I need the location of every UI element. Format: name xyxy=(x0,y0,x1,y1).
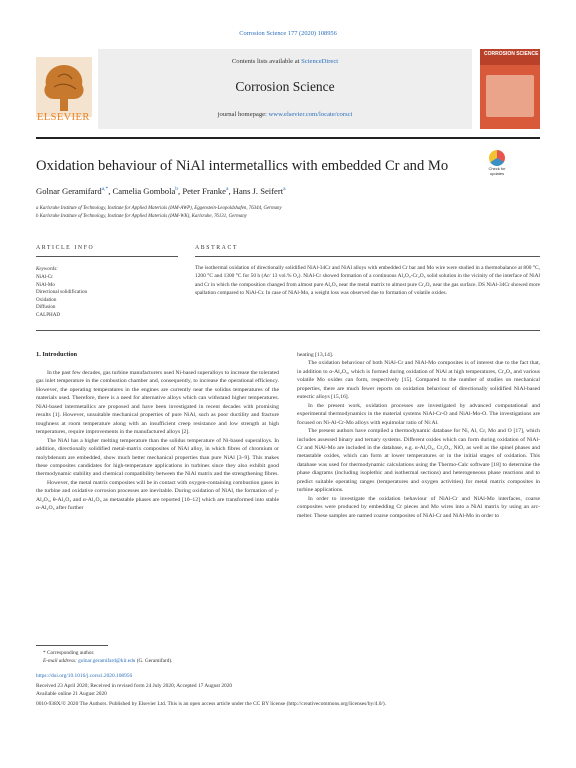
keyword: NiAl-Cr xyxy=(36,274,53,280)
masthead-box xyxy=(98,49,472,129)
crossmark-icon xyxy=(489,150,505,166)
email-link[interactable]: golnar.geramifard@kit.edu xyxy=(78,658,136,664)
cover-image xyxy=(486,75,534,117)
affiliation: a Karlsruhe Institute of Technology, Institute for Applied Materials (IAM-AWP), Eggenstein-Leopoldshafen, 76344, Germany xyxy=(36,206,282,211)
paragraph: The present authors have compiled a thermodynamic database for Ni, Al, Cr, Mo and O [17], which includes assessed binary and ternary systems. Different oxides which can form during oxidation of NiAl-Cr and NiAl-Mo are included in the database, e.g. α-Al₂O₃, Cr₂O₃, NiO, as well as the spinel phases and metastable oxides, which can form at lower temperatures or in the initial stages of oxidation. This database was used for thermodynamic calculations using the Thermo-Calc software [18] to determine the phase diagrams (including isoplethic and isothermal sections) and heterogeneous phase reactions and to predict suitable operating ranges (temperatures and oxygen activities) for metal matrix composites in turbine applications. xyxy=(297,428,540,494)
corresponding-author-note: * Corresponding author. xyxy=(43,650,95,656)
journal-homepage: journal homepage: www.elsevier.com/locate/corsci xyxy=(217,111,353,118)
paragraph: heating [13,14]. xyxy=(297,352,334,358)
available-online: Available online 21 August 2020 xyxy=(36,691,107,697)
journal-title: Corrosion Science xyxy=(235,79,335,94)
left-column xyxy=(36,369,279,513)
right-column xyxy=(297,351,540,520)
paragraph: The NiAl has a higher melting temperature than the solidus temperature of Ni-based superalloys. In addition, directionally solidified metal-matrix composites of NiAl alloy, in which fibres of chromium or molybdenum are embedded, show much better mechanical properties than pure NiAl [3–9]. This makes these composites candidates for high-temperature applications in turbines since they also exhibit good thermodynamic stability and chemical compatibility between the NiAl matrix and the strengthening fibres. xyxy=(36,437,279,478)
received-dates: Received 23 April 2020; Received in revised form 24 July 2020; Accepted 17 August 2020 xyxy=(36,683,233,689)
sciencedirect-link[interactable]: ScienceDirect xyxy=(301,58,339,65)
publisher-name: ELSEVIER xyxy=(37,112,90,123)
divider xyxy=(36,330,540,331)
journal-cover xyxy=(480,49,540,129)
crossmark-badge[interactable] xyxy=(486,150,508,180)
author-superscript[interactable]: a xyxy=(283,186,286,193)
keyword: Directional solidification xyxy=(36,289,88,296)
header-rule xyxy=(36,137,540,139)
author-name[interactable]: Peter Franke xyxy=(182,186,226,196)
paragraph: However, the metal matrix composites will be in contact with oxygen-containing combustion gases in the turbine and oxidative corrosion processes are inevitable. During oxidation of NiAl, the formation of γ-Al₂O₃, θ-Al₂O₃ and α-Al₂O₃ as metastable phases are reported [10–12] which are transformed into stable α-Al₂O₃ after further xyxy=(36,479,279,512)
author-superscript[interactable]: b xyxy=(175,186,179,193)
article-title: Oxidation behaviour of NiAl intermetallics with embedded Cr and Mo xyxy=(36,158,449,174)
affiliation: b Karlsruhe Institute of Technology, Institute for Applied Materials (IAM-WK), Karlsruhe, 76131, Germany xyxy=(36,214,247,219)
paragraph: The oxidation behaviour of both NiAl-Cr and NiAl-Mo composites is of interest due to the fact that, in addition to α-Al₂O₃, which is formed during oxidation of NiAl at high temperatures, Cr₂O₃ and various volatile Mo oxides can form, respectively [15]. Compared to the number of studies on mechanical properties, there are much fewer reports on oxidation behaviour of directionally solidified NiAl-based eutectic alloys [15,16]. xyxy=(297,360,540,401)
journal-masthead xyxy=(36,49,540,129)
contents-line: Contents lists available at ScienceDirect xyxy=(231,58,339,65)
paragraph: In order to investigate the oxidation behaviour of NiAl-Cr and NiAl-Mo interfaces, coarse composites were produced by embedding Cr pieces and Mo wires into a NiAl matrix by using an arc-melter. These samples are named coarse composites of NiAl-Cr and NiAl-Mo in order to xyxy=(297,495,540,519)
keyword: Diffusion xyxy=(36,304,56,311)
divider xyxy=(36,256,178,257)
article-info-heading: ARTICLE INFO xyxy=(36,245,95,251)
cover-title: CORROSION SCIENCE xyxy=(484,51,539,57)
paragraph: In the past few decades, gas turbine manufacturers used Ni-based superalloys to increase the tolerated gas inlet temperature in the combustion chamber and, consequently, to increase the operational efficiency. However, the operating temperatures in the engines are currently near the solidus temperatures of the materials used. Therefore, there is a need for alternative alloys which can withstand higher temperatures. NiAl-based intermetallics are proposed and have been investigated in recent decades with promising results [1]. However, unsuitable mechanical properties of pure NiAl, such as poor ductility and fracture toughness at room temperature along with an insufficient creep resistance and low strength at high temperatures, require improvements in the manufactured alloys [2]. xyxy=(36,370,279,436)
footnote-rule xyxy=(36,645,108,646)
author-name[interactable]: Golnar Geramifard xyxy=(36,186,102,196)
abstract-heading: ABSTRACT xyxy=(195,245,239,251)
keyword: Oxidation xyxy=(36,296,57,303)
doi-link[interactable]: https://doi.org/10.1016/j.corsci.2020.108956 xyxy=(36,673,133,679)
homepage-link[interactable]: www.elsevier.com/locate/corsci xyxy=(268,111,353,118)
email-note: E-mail address: golnar.geramifard@kit.edu (G. Geramifard). xyxy=(43,658,173,664)
paragraph: In the present work, oxidation processes are investigated by advanced computational and experimental thermodynamics in the material systems NiAl-Cr-O and NiAl-Mo-O. The investigations are focused on Ni-Al-Cr-Mo alloys with equimolar ratio of Ni:Al. xyxy=(297,402,540,426)
journal-reference[interactable]: Corrosion Science 177 (2020) 108956 xyxy=(239,30,337,37)
keyword: NiAl-Mo xyxy=(36,281,55,288)
author-superscript[interactable]: a xyxy=(226,186,229,193)
author-list: Golnar Geramifard$^{a,*}$, Camelia Gombola$^b$, Peter Franke$^a$, Hans J. Seifert$^a$ xyxy=(36,186,286,196)
section-heading: 1. Introduction xyxy=(36,351,78,358)
author-superscript[interactable]: a,* xyxy=(101,186,109,193)
license-line: 0010-938X/© 2020 The Authors. Published by Elsevier Ltd. This is an open access article under the CC BY license (http://creativecommons.org/licenses/by/4.0/). xyxy=(36,701,387,707)
divider xyxy=(195,256,540,257)
author-name[interactable]: Camelia Gombola xyxy=(112,186,176,196)
abstract-text: The isothermal oxidation of directionally solidified NiAl-34Cr and NiAl alloys with embedded Cr bar and Mo wire were studied in a thermobalance at 800 °C, 1200 °C and 1300 °C for 50 h (Ar/ 13 vol.% O₂). NiAl-Cr showed formation of a continuous Al₂O₃-Cr₂O₃ solid solution in the vicinity of the interface of NiAl and Cr in which the composition changed from almost pure Al₂O₃ near the metal matrix to almost pure Cr₂O₃ near the gas surface. DS NiAl-34Cr showed more spallation compared to NiAl-Cr. In case of NiAl-Mo, a weight loss was observed due to formation of volatile oxides. xyxy=(195,265,540,297)
keywords-label: Keywords: xyxy=(36,266,58,272)
crossmark-label: Check for updates xyxy=(488,166,506,176)
keyword: CALPHAD xyxy=(36,312,61,318)
author-name[interactable]: Hans J. Seifert xyxy=(232,186,284,196)
